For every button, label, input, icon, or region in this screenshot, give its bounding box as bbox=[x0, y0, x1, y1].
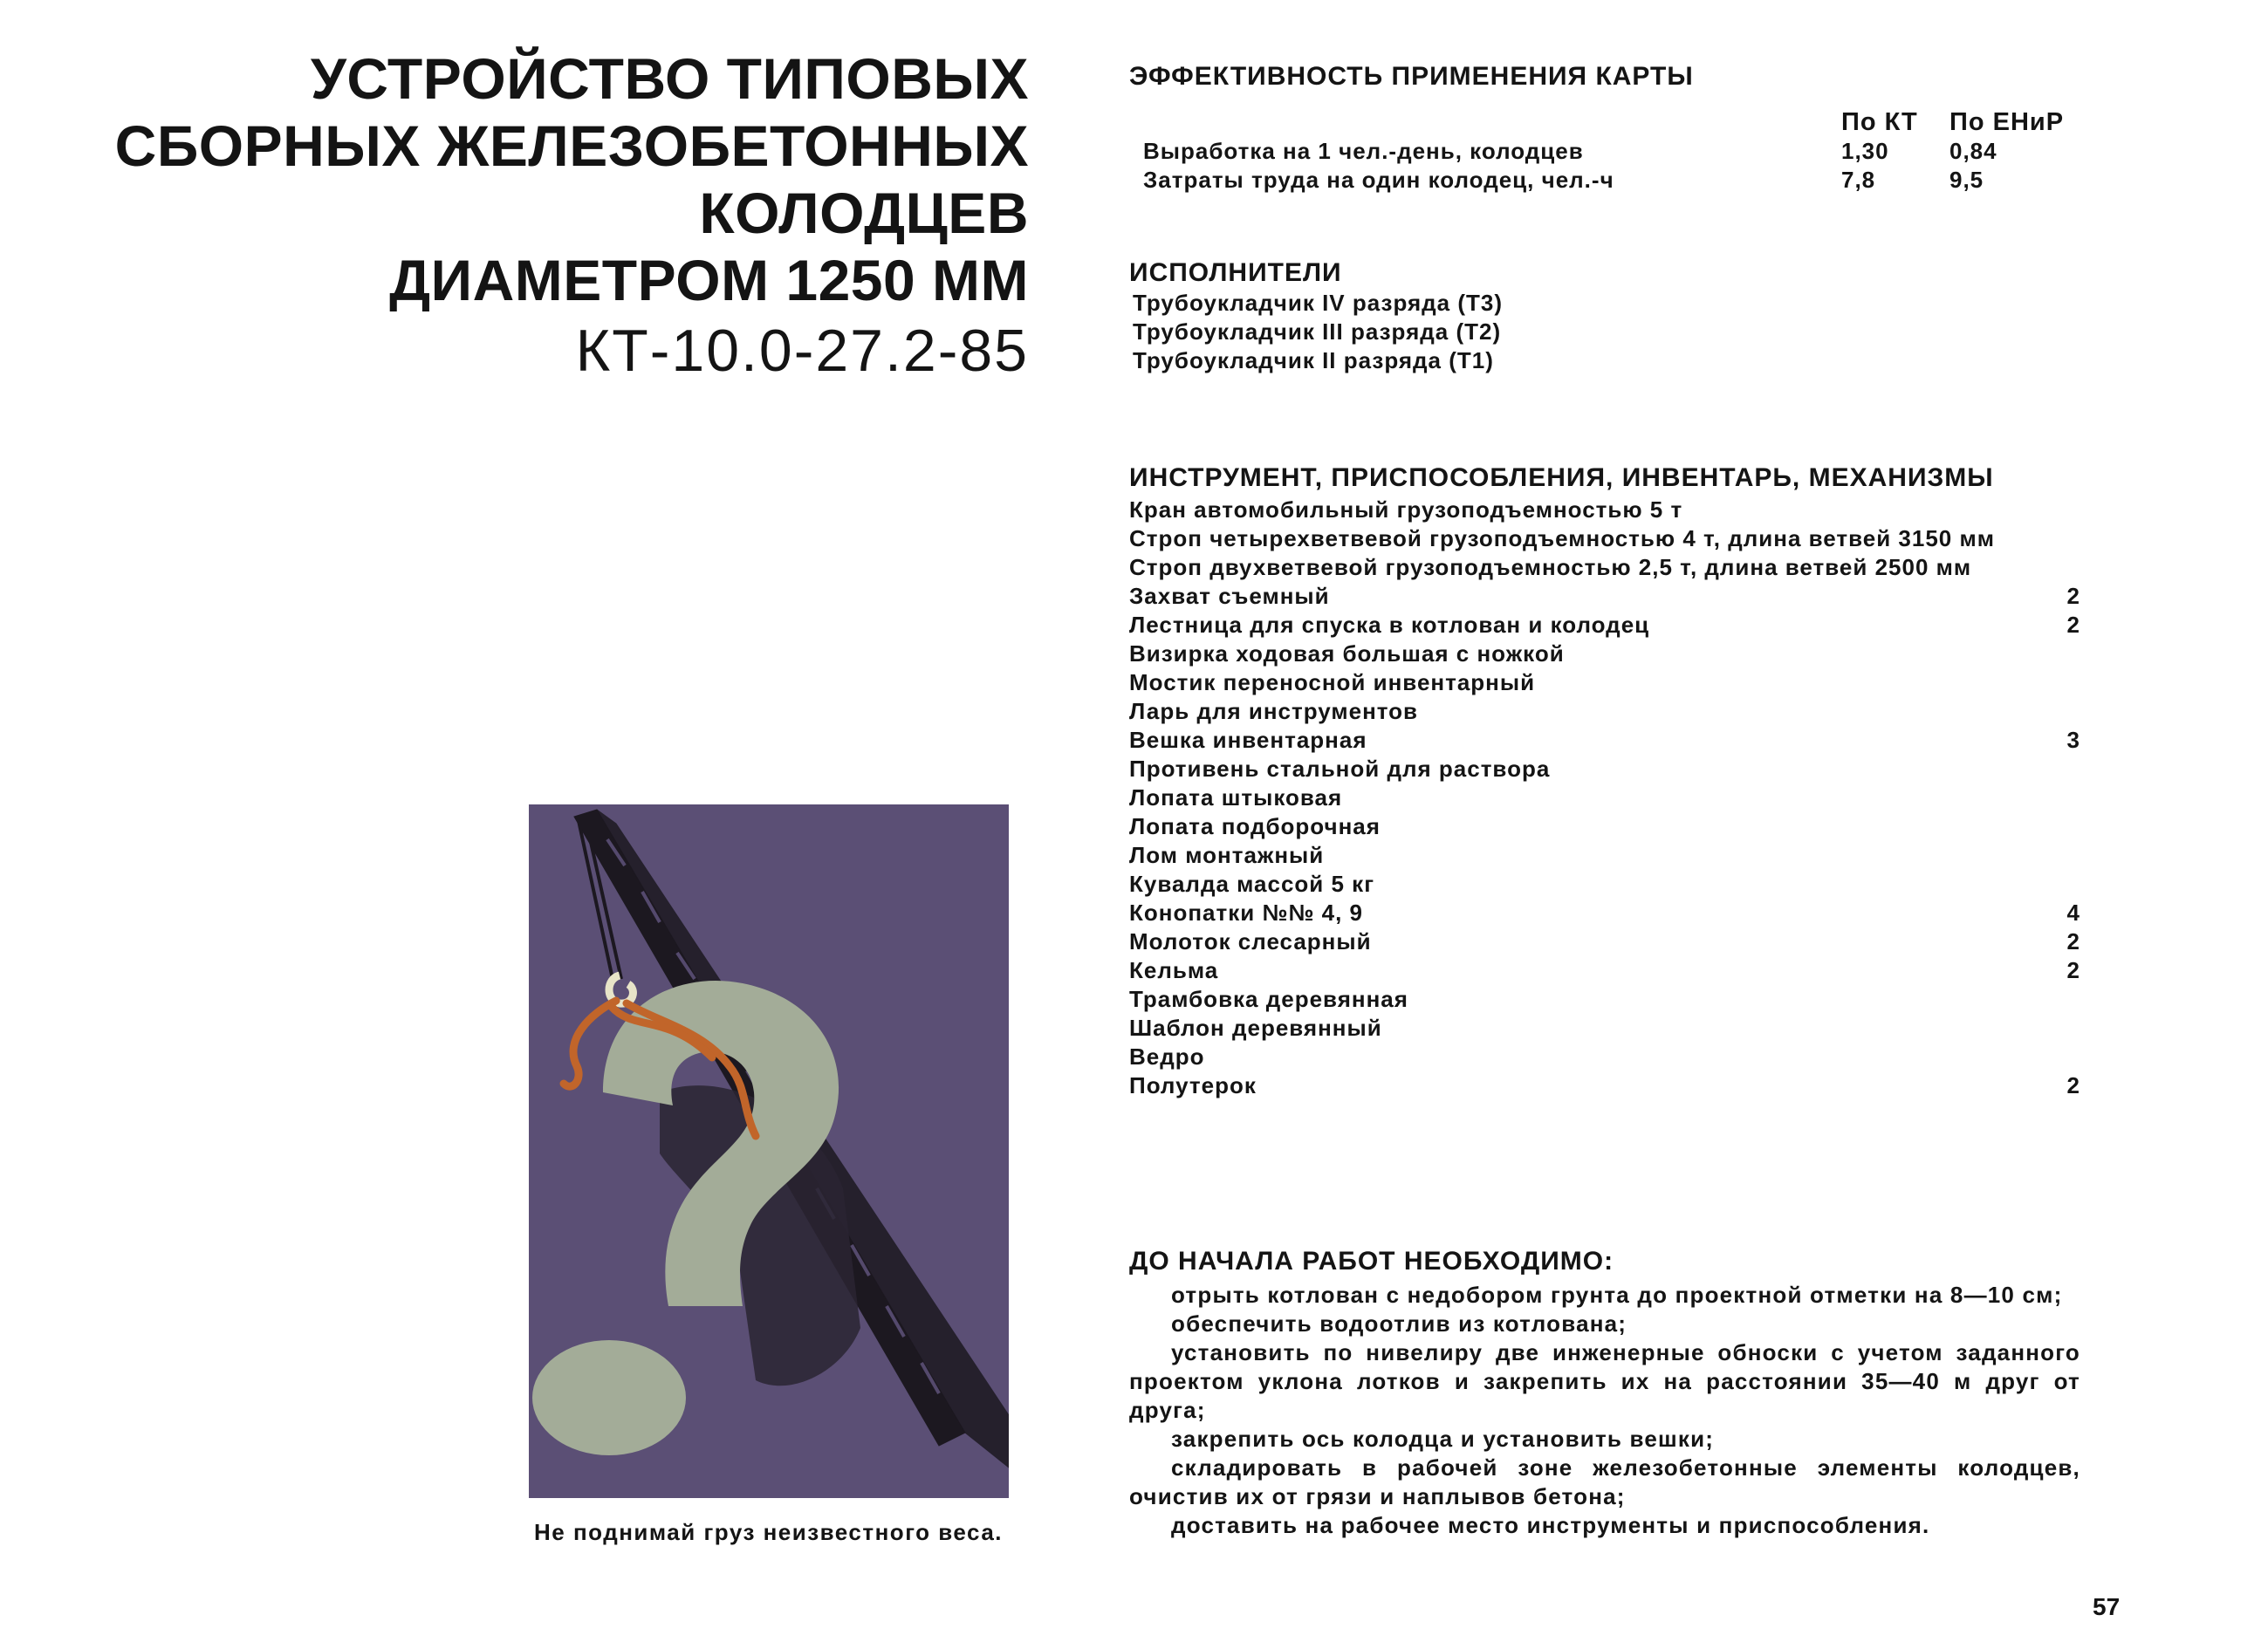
list-item bbox=[1129, 668, 2080, 697]
row-label: Выработка на 1 чел.-день, колодцев bbox=[1143, 138, 1584, 164]
list-item: Трубоукладчик II разряда (Т1) bbox=[1133, 347, 1494, 373]
value-kt: 7,8 bbox=[1841, 167, 1876, 193]
tool-name: Трамбовка деревянная bbox=[1129, 986, 1408, 1012]
question-mark-dot bbox=[532, 1340, 686, 1455]
list-item bbox=[1129, 899, 2080, 927]
tool-quantity bbox=[2045, 553, 2080, 582]
poster-caption: Не поднимай груз неизвестного веса. bbox=[534, 1519, 1004, 1545]
list-item: закрепить ось колодца и установить вешки; bbox=[1171, 1426, 1715, 1452]
list-item: Трубоукладчик IV разряда (Т3) bbox=[1133, 290, 1504, 316]
list-item bbox=[1129, 956, 2080, 985]
tool-name: Лестница для спуска в котлован и колодец bbox=[1129, 612, 1650, 638]
tool-name: Строп четырехветвевой грузоподъемностью 4 т, длина ветвей 3150 мм bbox=[1129, 525, 1995, 551]
tool-quantity: 2 bbox=[2066, 957, 2080, 983]
list-item bbox=[1129, 1071, 2080, 1100]
tool-quantity: 2 bbox=[2066, 583, 2080, 609]
tool-name: Кран автомобильный грузоподъемностью 5 т bbox=[1129, 496, 1683, 523]
tool-name: Противень стальной для раствора bbox=[1129, 756, 1551, 782]
efficiency-section bbox=[1129, 61, 2080, 195]
title-line-4: ДИАМЕТРОМ 1250 ММ bbox=[389, 248, 1029, 312]
table-row bbox=[1129, 137, 2080, 166]
list-item bbox=[1129, 841, 2080, 870]
tool-quantity: 3 bbox=[2066, 727, 2080, 753]
tool-quantity bbox=[2045, 812, 2080, 841]
tool-name: Строп двухветвевой грузоподъемностью 2,5 т, длина ветвей 2500 мм bbox=[1129, 554, 1972, 580]
tool-name: Кельма bbox=[1129, 957, 1219, 983]
list-item: складировать в рабочей зоне железобетонные элементы колодцев, очистив их от грязи и наплывов бетона; bbox=[1129, 1454, 2080, 1509]
title-code: КТ-10.0-27.2-85 bbox=[575, 318, 1029, 384]
preparation-list bbox=[1129, 1281, 2080, 1540]
performers-section bbox=[1129, 257, 2080, 375]
list-item: обеспечить водоотлив из котлована; bbox=[1171, 1310, 1627, 1337]
tools-heading: ИНСТРУМЕНТ, ПРИСПОСОБЛЕНИЯ, ИНВЕНТАРЬ, МЕХАНИЗМЫ bbox=[1129, 463, 1994, 492]
tool-name: Мостик переносной инвентарный bbox=[1129, 669, 1536, 695]
tool-quantity bbox=[2045, 668, 2080, 697]
list-item bbox=[1129, 611, 2080, 640]
poster-illustration bbox=[529, 804, 1009, 1498]
value-enir: 0,84 bbox=[1949, 138, 1997, 164]
list-item: установить по нивелиру две инженерные обноски с учетом заданного проектом уклона лотков и закрепить их на расстоянии 35—40 м друг от друга; bbox=[1129, 1339, 2080, 1423]
list-item bbox=[1129, 553, 2080, 582]
tool-name: Лопата подборочная bbox=[1129, 813, 1381, 839]
value-enir: 9,5 bbox=[1949, 167, 1984, 193]
tool-quantity: 4 bbox=[2066, 900, 2080, 926]
tool-quantity: 2 bbox=[2066, 928, 2080, 955]
tool-name: Полутерок bbox=[1129, 1072, 1257, 1098]
list-item bbox=[1129, 927, 2080, 956]
column-header-kt: По КТ bbox=[1841, 108, 1918, 136]
list-item bbox=[1129, 812, 2080, 841]
list-item bbox=[1129, 870, 2080, 899]
list-item bbox=[1129, 697, 2080, 726]
tool-quantity bbox=[2045, 985, 2080, 1014]
tool-name: Захват съемный bbox=[1129, 583, 1330, 609]
title-line-2: СБОРНЫХ ЖЕЛЕЗОБЕТОННЫХ bbox=[114, 113, 1029, 178]
preparation-heading: ДО НАЧАЛА РАБОТ НЕОБХОДИМО: bbox=[1129, 1247, 1614, 1276]
tool-quantity bbox=[2045, 1043, 2080, 1071]
tools-section bbox=[1129, 462, 2080, 1100]
tool-name: Лопата штыковая bbox=[1129, 784, 1343, 811]
tool-quantity bbox=[2045, 1014, 2080, 1043]
tool-quantity bbox=[2045, 783, 2080, 812]
list-item bbox=[1129, 755, 2080, 783]
tool-quantity bbox=[2045, 697, 2080, 726]
list-item bbox=[1129, 1014, 2080, 1043]
performers-heading: ИСПОЛНИТЕЛИ bbox=[1129, 258, 1342, 287]
list-item bbox=[1129, 640, 2080, 668]
tool-name: Визирка ходовая большая с ножкой bbox=[1129, 640, 1565, 667]
table-row bbox=[1129, 166, 2080, 195]
tools-list bbox=[1129, 496, 2080, 1100]
tool-quantity: 2 bbox=[2066, 612, 2080, 638]
tool-quantity bbox=[2045, 870, 2080, 899]
tool-name: Ларь для инструментов bbox=[1129, 698, 1419, 724]
safety-poster-image bbox=[529, 804, 1009, 1498]
list-item bbox=[1129, 524, 2080, 553]
tool-quantity bbox=[2045, 640, 2080, 668]
efficiency-table bbox=[1129, 108, 2080, 195]
tool-quantity bbox=[2045, 841, 2080, 870]
tool-name: Вешка инвентарная bbox=[1129, 727, 1367, 753]
tool-quantity bbox=[2045, 755, 2080, 783]
document-title bbox=[0, 45, 1029, 385]
value-kt: 1,30 bbox=[1841, 138, 1889, 164]
tool-name: Шаблон деревянный bbox=[1129, 1015, 1382, 1041]
preparation-section bbox=[1129, 1246, 2080, 1540]
list-item bbox=[1129, 1043, 2080, 1071]
list-item bbox=[1129, 726, 2080, 755]
tool-name: Молоток слесарный bbox=[1129, 928, 1372, 955]
list-item: отрыть котлован с недобором грунта до проектной отметки на 8—10 см; bbox=[1171, 1282, 2063, 1308]
list-item bbox=[1129, 985, 2080, 1014]
efficiency-heading: ЭФФЕКТИВНОСТЬ ПРИМЕНЕНИЯ КАРТЫ bbox=[1129, 62, 1694, 91]
tool-quantity bbox=[2045, 496, 2080, 524]
list-item bbox=[1129, 582, 2080, 611]
title-line-1: УСТРОЙСТВО ТИПОВЫХ bbox=[310, 46, 1029, 111]
tool-name: Ведро bbox=[1129, 1043, 1205, 1070]
tool-name: Лом монтажный bbox=[1129, 842, 1325, 868]
page-number: 57 bbox=[2093, 1593, 2121, 1620]
efficiency-table-header bbox=[1129, 108, 2080, 137]
row-label: Затраты труда на один колодец, чел.-ч bbox=[1143, 167, 1614, 193]
tool-name: Кувалда массой 5 кг bbox=[1129, 871, 1375, 897]
list-item bbox=[1129, 496, 2080, 524]
list-item: доставить на рабочее место инструменты и приспособления. bbox=[1171, 1512, 1930, 1538]
title-line-3: КОЛОДЦЕВ bbox=[699, 181, 1029, 245]
tool-name: Конопатки №№ 4, 9 bbox=[1129, 900, 1364, 926]
list-item: Трубоукладчик III разряда (Т2) bbox=[1133, 318, 1502, 345]
tool-quantity: 2 bbox=[2066, 1072, 2080, 1098]
column-header-enir: По ЕНиР bbox=[1949, 108, 2065, 136]
list-item bbox=[1129, 783, 2080, 812]
tool-quantity bbox=[2045, 524, 2080, 553]
